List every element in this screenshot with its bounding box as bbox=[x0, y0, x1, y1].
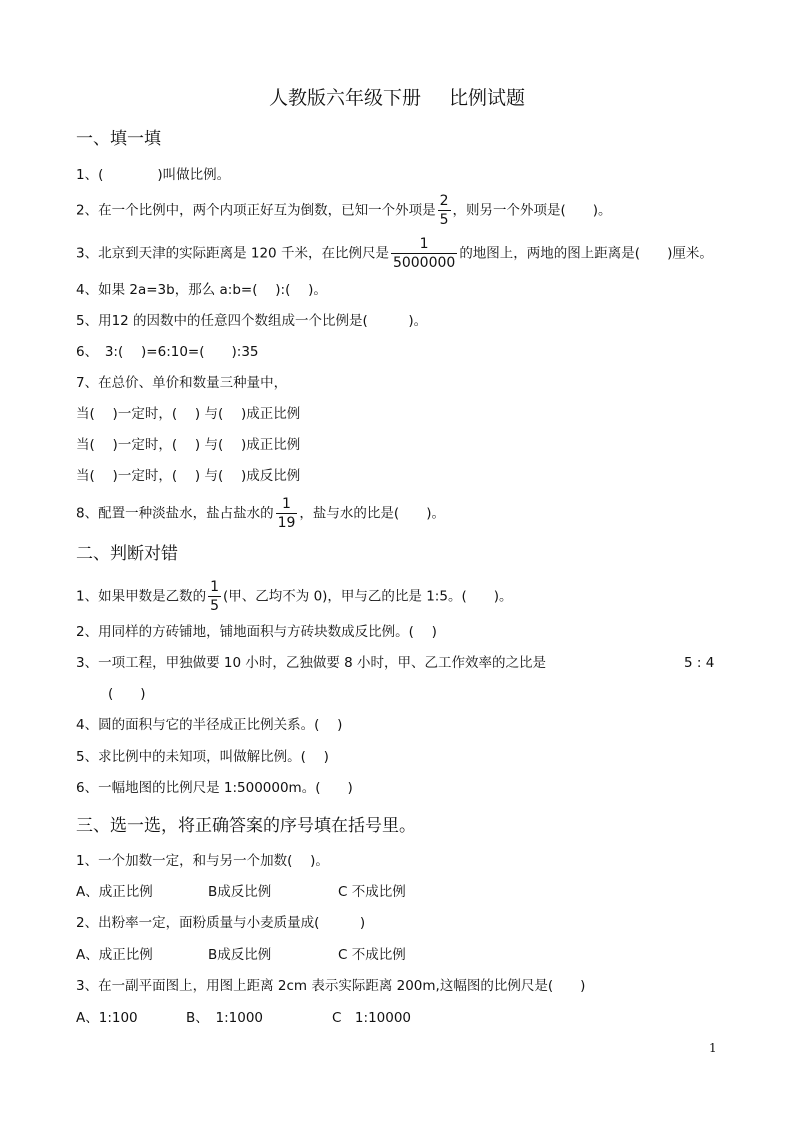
question-2-1-text: 1、如果甲数是乙数的 bbox=[76, 588, 207, 605]
fraction-denominator: 5 bbox=[439, 212, 449, 228]
question-1-2 bbox=[76, 192, 612, 229]
fraction-numerator: 1 bbox=[210, 579, 220, 595]
question-3-3-options bbox=[76, 1009, 411, 1027]
fraction-denominator: 5 bbox=[210, 598, 220, 614]
question-1-4: 4、如果 2a=3b，那么 a:b=( ):( )。 bbox=[76, 282, 327, 298]
question-3-1-options bbox=[76, 883, 406, 901]
fraction bbox=[276, 495, 298, 532]
title-part2: 比例试题 bbox=[449, 87, 526, 109]
question-1-2-text: 2、在一个比例中，两个内项正好互为倒数，已知一个外项是 bbox=[76, 202, 436, 219]
question-2-5: 5、求比例中的未知项，叫做解比例。( ) bbox=[76, 749, 329, 765]
fraction-numerator: 2 bbox=[439, 193, 449, 209]
question-1-3 bbox=[76, 235, 713, 272]
question-1-3-text: 3、北京到天津的实际距离是 120 千米，在比例尺是 bbox=[76, 245, 389, 262]
question-3-2: 2、出粉率一定，面粉质量与小麦质量成( ) bbox=[76, 915, 366, 931]
question-1-2-text-end: ，则另一个外项是( )。 bbox=[452, 202, 612, 219]
fraction-numerator: 1 bbox=[419, 236, 429, 252]
option-b: B、 1:1000 bbox=[186, 1010, 264, 1026]
question-1-5: 5、用12 的因数中的任意四个数组成一个比例是( )。 bbox=[76, 313, 428, 329]
page-number: 1 bbox=[709, 1041, 717, 1055]
question-1-7: 7、在总价、单价和数量三种量中， bbox=[76, 375, 288, 391]
option-a: A、1:100 bbox=[76, 1010, 138, 1026]
question-1-3-text-end: 的地图上，两地的图上距离是( )厘米。 bbox=[459, 245, 713, 262]
question-2-1 bbox=[76, 578, 512, 615]
question-3-3: 3、在一副平面图上，用图上距离 2cm 表示实际距离 200m,这幅图的比例尺是( ) bbox=[76, 978, 586, 994]
question-2-3-answer-paren: ( ) bbox=[108, 686, 146, 702]
section-heading-fill-in: 一、填一填 bbox=[76, 129, 161, 149]
question-1-8-text: 8、配置一种淡盐水，盐占盐水的 bbox=[76, 505, 274, 522]
option-b: B成反比例 bbox=[208, 884, 272, 900]
section-heading-true-false: 二、判断对错 bbox=[76, 544, 178, 564]
option-c: C 不成比例 bbox=[338, 947, 406, 963]
fraction bbox=[438, 192, 451, 229]
question-1-8-text-end: ，盐与水的比是( )。 bbox=[299, 505, 445, 522]
page-title bbox=[0, 86, 794, 110]
question-1-1: 1、( )叫做比例。 bbox=[76, 167, 231, 183]
option-a: A、成正比例 bbox=[76, 884, 153, 900]
question-1-6: 6、 3:( )=6:10=( ):35 bbox=[76, 344, 259, 360]
question-1-7a: 当( )一定时，( ) 与( )成正比例 bbox=[76, 406, 301, 422]
option-a: A、成正比例 bbox=[76, 947, 153, 963]
fraction bbox=[391, 235, 457, 272]
section-heading-multiple-choice: 三、选一选，将正确答案的序号填在括号里。 bbox=[76, 816, 416, 836]
question-2-4: 4、圆的面积与它的半径成正比例关系。( ) bbox=[76, 717, 343, 733]
question-1-7c: 当( )一定时，( ) 与( )成反比例 bbox=[76, 468, 301, 484]
question-2-1-text-end: (甲、乙均不为 0)，甲与乙的比是 1:5。( )。 bbox=[223, 588, 513, 605]
question-2-6: 6、一幅地图的比例尺是 1:500000m。( ) bbox=[76, 780, 353, 796]
question-2-3: 3、一项工程，甲独做要 10 小时，乙独做要 8 小时，甲、乙工作效率的之比是 bbox=[76, 655, 547, 671]
question-3-1: 1、一个加数一定，和与另一个加数( )。 bbox=[76, 853, 329, 869]
fraction-numerator: 1 bbox=[282, 496, 291, 512]
title-part1: 人教版六年级下册 bbox=[268, 87, 421, 109]
option-b: B成反比例 bbox=[208, 947, 272, 963]
fraction-denominator: 19 bbox=[277, 515, 296, 531]
option-c: C 1:10000 bbox=[332, 1010, 412, 1026]
option-c: C 不成比例 bbox=[338, 884, 406, 900]
question-1-7b: 当( )一定时，( ) 与( )成正比例 bbox=[76, 437, 301, 453]
fraction bbox=[208, 578, 221, 615]
question-2-2: 2、用同样的方砖铺地，铺地面积与方砖块数成反比例。( ) bbox=[76, 624, 437, 640]
fraction-denominator: 5000000 bbox=[392, 255, 456, 271]
question-2-3-ratio: 5 : 4 bbox=[684, 655, 715, 671]
question-1-8 bbox=[76, 495, 445, 532]
question-3-2-options bbox=[76, 946, 406, 964]
